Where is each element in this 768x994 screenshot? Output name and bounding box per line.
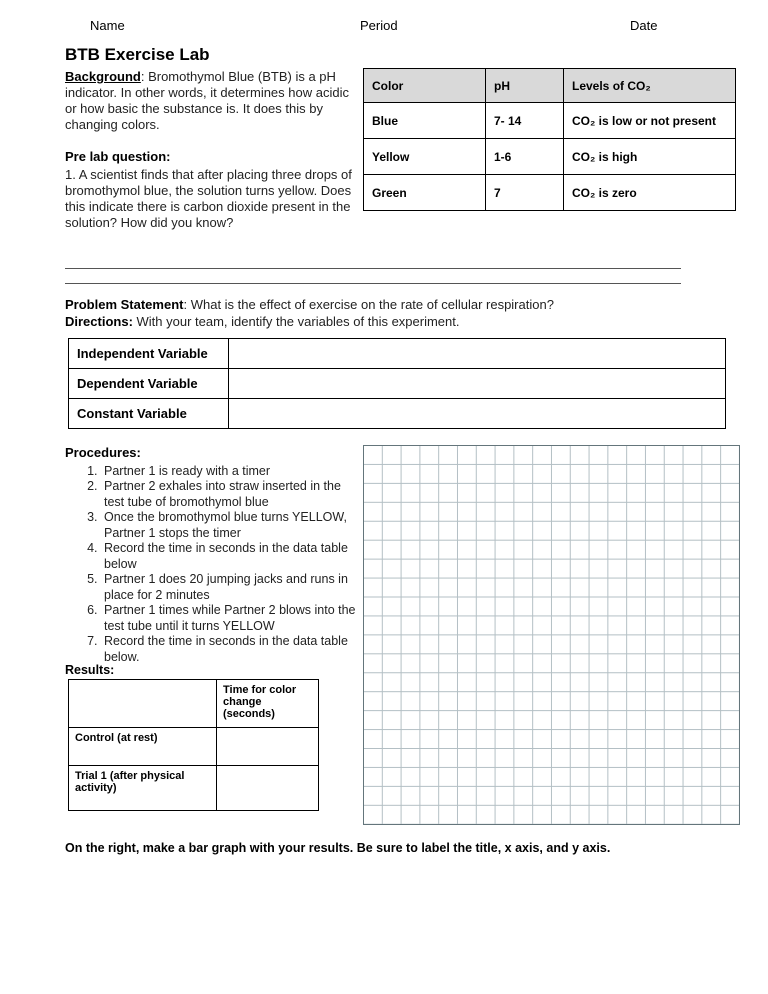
list-item: 6. Partner 1 times while Partner 2 blows into the test tube until it turns YELLOW — [101, 603, 357, 634]
list-item: 7. Record the time in seconds in the data table below. — [101, 634, 357, 665]
list-item: 1. Partner 1 is ready with a timer — [101, 464, 357, 480]
table-row — [364, 175, 736, 211]
results-table — [68, 679, 319, 811]
variables-table — [68, 338, 726, 429]
variable-label: Dependent Variable — [69, 369, 229, 399]
results-answer-cell[interactable] — [217, 766, 319, 811]
list-item: 4. Record the time in seconds in the data table below — [101, 541, 357, 572]
background-label: Background — [65, 69, 141, 84]
variable-label: Constant Variable — [69, 399, 229, 429]
variable-answer-cell[interactable] — [229, 399, 726, 429]
answer-line[interactable] — [65, 268, 681, 269]
btb-cell: Blue — [364, 103, 486, 139]
problem-text: : What is the effect of exercise on the rate of cellular respiration? — [183, 297, 554, 312]
page-title: BTB Exercise Lab — [65, 45, 210, 64]
list-item: 2. Partner 2 exhales into straw inserted in the test tube of bromothymol blue — [101, 479, 357, 510]
problem-statement — [65, 297, 737, 314]
name-label: Name — [90, 18, 125, 33]
list-item: 5. Partner 1 does 20 jumping jacks and runs in place for 2 minutes — [101, 572, 357, 603]
answer-line[interactable] — [65, 283, 681, 284]
results-row-label: Trial 1 (after physical activity) — [69, 766, 217, 811]
table-row — [69, 339, 726, 369]
table-row — [69, 766, 319, 811]
btb-cell: CO₂ is high — [564, 139, 736, 175]
table-row — [364, 139, 736, 175]
table-row — [69, 728, 319, 766]
directions-text: With your team, identify the variables of this experiment. — [132, 313, 460, 329]
prelab-heading: Pre lab question: — [65, 149, 171, 164]
directions-label: Directions: — [65, 313, 133, 329]
btb-cell: 1-6 — [486, 139, 564, 175]
variable-answer-cell[interactable] — [229, 339, 726, 369]
results-answer-cell[interactable] — [217, 728, 319, 766]
procedures-section — [65, 445, 357, 665]
variable-answer-cell[interactable] — [229, 369, 726, 399]
btb-cell: CO₂ is zero — [564, 175, 736, 211]
btb-cell: 7 — [486, 175, 564, 211]
procedures-list — [85, 464, 357, 666]
prelab-question: 1. A scientist finds that after placing three drops of bromothymol blue, the solution turns yellow. Does this indicate there is carbon dioxide present in the solution? How did you know? — [65, 167, 352, 230]
procedures-heading: Procedures: — [65, 445, 141, 460]
list-item: 3. Once the bromothymol blue turns YELLOW, Partner 1 stops the timer — [101, 510, 357, 541]
variable-label: Independent Variable — [69, 339, 229, 369]
table-row — [364, 103, 736, 139]
table-row — [69, 369, 726, 399]
btb-cell: CO₂ is low or not present — [564, 103, 736, 139]
btb-header-ph: pH — [486, 69, 564, 103]
btb-color-table — [363, 68, 736, 211]
period-label: Period — [360, 18, 398, 33]
directions — [65, 314, 737, 331]
problem-directions-block — [65, 297, 737, 330]
results-row-label: Control (at rest) — [69, 728, 217, 766]
btb-header-row — [364, 69, 736, 103]
intro-column — [65, 69, 357, 231]
table-row — [69, 399, 726, 429]
btb-cell: 7- 14 — [486, 103, 564, 139]
graph-grid[interactable] — [363, 445, 740, 825]
btb-cell: Green — [364, 175, 486, 211]
date-label: Date — [630, 18, 658, 33]
results-blank-header-cell — [69, 680, 217, 728]
results-column-header: Time for color change (seconds) — [217, 680, 319, 728]
graph-instructions: On the right, make a bar graph with your results. Be sure to label the title, x axis, and y axis. — [65, 841, 611, 855]
problem-label: Problem Statement — [65, 297, 184, 312]
btb-header-color: Color — [364, 69, 486, 103]
results-heading: Results: — [65, 663, 115, 677]
btb-header-co2: Levels of CO₂ — [564, 69, 736, 103]
btb-cell: Yellow — [364, 139, 486, 175]
background-text: : Bromothymol Blue (BTB) is a pH indicator. In other words, it determines how acidic or how basic the substance is. It does this by changing colors. — [65, 69, 349, 132]
table-row — [69, 680, 319, 728]
background-paragraph — [65, 69, 357, 133]
